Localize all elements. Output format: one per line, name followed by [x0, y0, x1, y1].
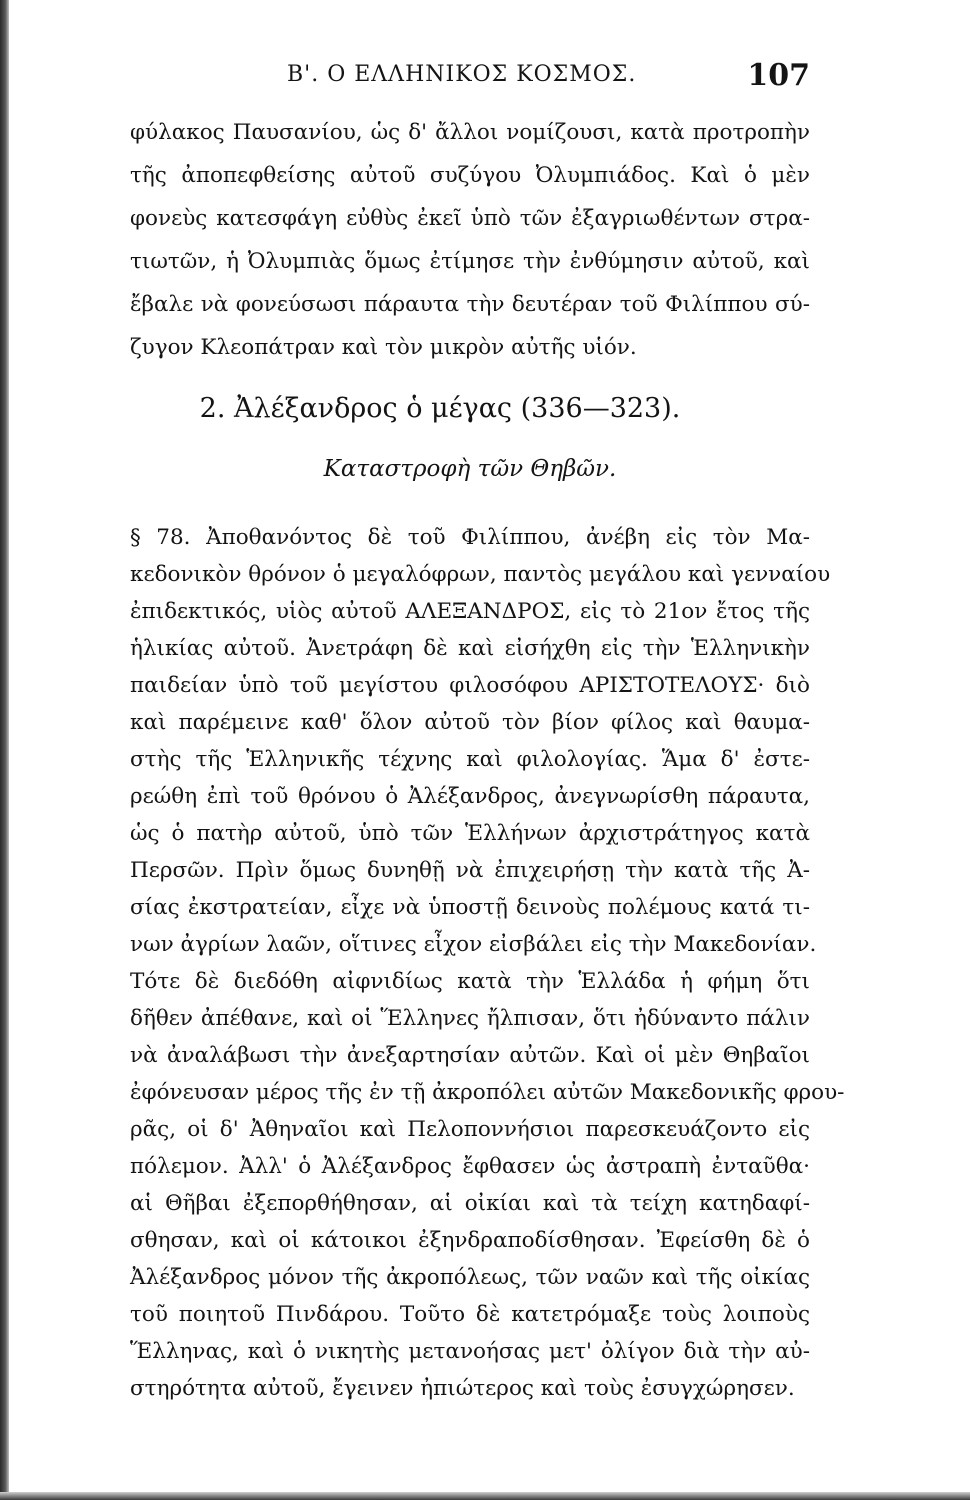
page-header: [130, 58, 810, 98]
text-line: ρεώθη ἐπὶ τοῦ θρόνου ὁ Ἀλέξανδρος, ἀνεγνωρίσθη πάραυτα,: [130, 784, 810, 809]
text-line: Τότε δὲ διεδόθη αἰφνιδίως κατὰ τὴν Ἑλλάδα ἡ φήμη ὅτι: [130, 969, 810, 994]
text-line: σίας ἐκστρατείαν, εἶχε νὰ ὑποστῇ δεινοὺς πολέμους κατά τι-: [130, 895, 810, 920]
page-bottom-edge: [0, 1492, 970, 1500]
text-line: κεδονικὸν θρόνον ὁ μεγαλόφρων, παντὸς μεγάλου καὶ γενναίου: [130, 562, 831, 587]
text-line: τοῦ ποιητοῦ Πινδάρου. Τοῦτο δὲ κατετρόμαξε τοὺς λοιποὺς: [130, 1302, 810, 1327]
text-line: φονεὺς κατεσφάγη εὐθὺς ἐκεῖ ὑπὸ τῶν ἐξαγριωθέντων στρα-: [130, 206, 810, 231]
text-line: νὰ ἀναλάβωσι τὴν ἀνεξαρτησίαν αὐτῶν. Καὶ οἱ μὲν Θηβαῖοι: [130, 1043, 810, 1068]
section-heading: 2. Ἀλέξανδρος ὁ μέγας (336—323).: [199, 393, 681, 424]
text-line: ἔβαλε νὰ φονεύσωσι πάραυτα τὴν δευτέραν τοῦ Φιλίππου σύ-: [130, 292, 810, 317]
page-binding-edge: [0, 0, 9, 1500]
text-line: πόλεμον. Ἀλλ' ὁ Ἀλέξανδρος ἔφθασεν ὡς ἀστραπὴ ἐνταῦθα·: [130, 1154, 810, 1179]
text-line: στὴς τῆς Ἑλληνικῆς τέχνης καὶ φιλολογίας. Ἅμα δ' ἐστε-: [130, 747, 810, 772]
text-line: § 78. Ἀποθανόντος δὲ τοῦ Φιλίππου, ἀνέβη εἰς τὸν Μα-: [130, 525, 810, 550]
text-line: ἡλικίας αὐτοῦ. Ἀνετράφη δὲ καὶ εἰσήχθη εἰς τὴν Ἑλληνικὴν: [130, 636, 810, 661]
text-line: σθησαν, καὶ οἱ κάτοικοι ἐξηνδραποδίσθησαν. Ἐφείσθη δὲ ὁ: [130, 1228, 810, 1253]
page-number: 107: [747, 58, 810, 93]
text-line: αἱ Θῆβαι ἐξεπορθήθησαν, αἱ οἰκίαι καὶ τὰ τείχη κατηδαφί-: [130, 1191, 810, 1216]
text-line: ρᾶς, οἱ δ' Ἀθηναῖοι καὶ Πελοποννήσιοι παρεσκευάζοντο εἰς: [130, 1117, 810, 1142]
text-line: Ἕλληνας, καὶ ὁ νικητὴς μετανοήσας μετ' ὀλίγον διὰ τὴν αὐ-: [130, 1339, 810, 1364]
text-line: νων ἀγρίων λαῶν, οἵτινες εἶχον εἰσβάλει εἰς τὴν Μακεδονίαν.: [130, 932, 817, 957]
text-line: δῆθεν ἀπέθανε, καὶ οἱ Ἕλληνες ἤλπισαν, ὅτι ἠδύναντο πάλιν: [130, 1006, 810, 1031]
text-line: στηρότητα αὐτοῦ, ἔγεινεν ἠπιώτερος καὶ τοὺς ἐσυγχώρησεν.: [130, 1376, 795, 1401]
text-line: Περσῶν. Πρὶν ὅμως δυνηθῇ νὰ ἐπιχειρήσῃ τὴν κατὰ τῆς Ἀ-: [130, 858, 810, 883]
running-title: Β'. Ο ΕΛΛΗΝΙΚΟΣ ΚΟΣΜΟΣ.: [287, 62, 637, 87]
text-line: καὶ παρέμεινε καθ' ὅλον αὐτοῦ τὸν βίον φίλος καὶ θαυμα-: [130, 710, 810, 735]
text-line: φύλακος Παυσανίου, ὡς δ' ἄλλοι νομίζουσι, κατὰ προτροπὴν: [130, 120, 810, 145]
text-line: ἐφόνευσαν μέρος τῆς ἐν τῇ ἀκροπόλει αὐτῶν Μακεδονικῆς φρου-: [130, 1080, 845, 1105]
text-line: ὡς ὁ πατὴρ αὐτοῦ, ὑπὸ τῶν Ἑλλήνων ἀρχιστράτηγος κατὰ: [130, 821, 810, 846]
text-line: τῆς ἀποπεφθείσης αὐτοῦ συζύγου Ὀλυμπιάδος. Καὶ ὁ μὲν: [130, 163, 810, 188]
subheading: Καταστροφὴ τῶν Θηβῶν.: [323, 456, 617, 482]
text-line: Ἀλέξανδρος μόνον τῆς ἀκροπόλεως, τῶν ναῶν καὶ τῆς οἰκίας: [130, 1265, 810, 1290]
text-line: παιδείαν ὑπὸ τοῦ μεγίστου φιλοσόφου ΑΡΙΣΤΟΤΕΛΟΥΣ· διὸ: [130, 673, 810, 698]
text-line: τιωτῶν, ἡ Ὀλυμπιὰς ὅμως ἐτίμησε τὴν ἐνθύμησιν αὐτοῦ, καὶ: [130, 249, 810, 274]
text-line: ἐπιδεκτικός, υἱὸς αὐτοῦ ΑΛΕΞΑΝΔΡΟΣ, εἰς τὸ 21ον ἔτος τῆς: [130, 599, 810, 624]
text-line: ζυγον Κλεοπάτραν καὶ τὸν μικρὸν αὐτῆς υἱόν.: [130, 335, 637, 360]
